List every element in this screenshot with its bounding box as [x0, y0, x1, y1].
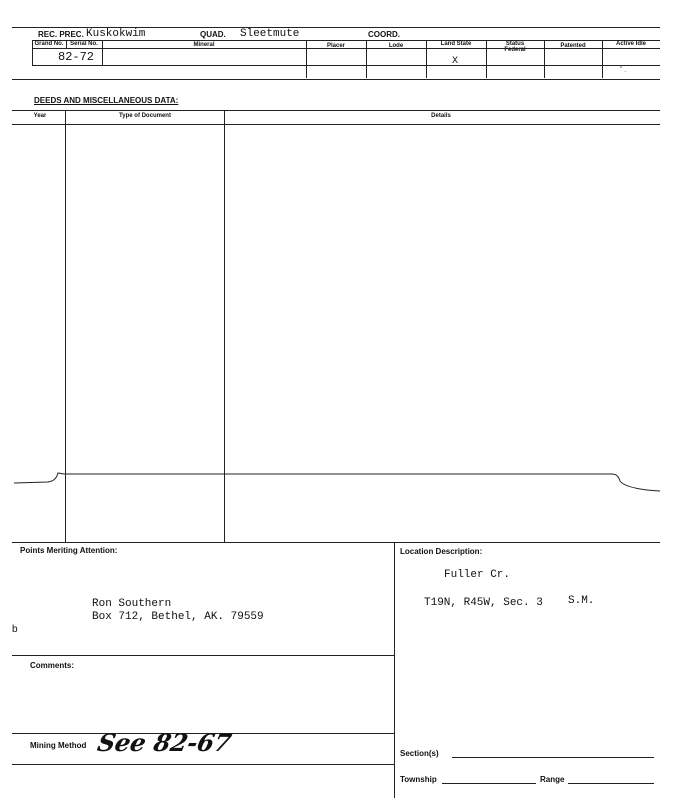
points-meriting-attention-label: Points Meriting Attention: — [20, 546, 118, 555]
col-serial-no: Serial No. — [70, 41, 98, 47]
margin-mark: b — [12, 624, 18, 635]
small-tick-mark: ˚ . — [620, 67, 627, 74]
range-fill-line — [568, 783, 654, 784]
col-land-state: Land State — [440, 41, 472, 47]
points-line-1: Ron Southern — [92, 598, 172, 610]
claim-row-rule — [32, 65, 660, 66]
col-details: Details — [431, 113, 451, 119]
col-mineral: Mineral — [193, 42, 215, 48]
points-line-2: Box 712, Bethel, AK. 79559 — [92, 611, 264, 623]
claim-col-line — [426, 40, 427, 78]
points-location-divider — [394, 542, 395, 798]
land-state-mark: X — [452, 56, 459, 67]
col-grand-no: Grand No. — [34, 41, 64, 47]
township-label: Township — [400, 775, 437, 784]
comments-top-rule — [12, 655, 394, 656]
deeds-top-rule — [12, 110, 660, 111]
coord-label: COORD. — [368, 30, 400, 39]
col-status-federal: Status Federal — [504, 41, 526, 53]
col-placer: Placer — [326, 43, 345, 49]
col-year: Year — [33, 113, 47, 119]
section-label: Section(s) — [400, 749, 439, 758]
quad-value: Sleetmute — [240, 28, 300, 40]
serial-number-value: 82-72 — [58, 50, 95, 64]
section-fill-line — [452, 757, 654, 758]
claim-col-line — [602, 40, 603, 78]
deeds-header-rule — [12, 124, 660, 125]
col-type-of-document: Type of Document — [119, 113, 171, 119]
quad-label: QUAD. — [200, 30, 226, 39]
col-patented: Patented — [560, 43, 586, 49]
header-rule — [32, 40, 660, 41]
rec-prec-value: Kuskokwim — [86, 28, 146, 40]
rec-prec-label: REC. PREC. — [38, 30, 84, 39]
col-lode: Lode — [388, 43, 404, 49]
points-top-rule — [12, 542, 660, 543]
mining-method-label: Mining Method — [30, 741, 87, 750]
deeds-section-title: DEEDS AND MISCELLANEOUS DATA: — [34, 96, 179, 105]
claim-col-line — [486, 40, 487, 78]
page-fold-line — [0, 465, 678, 495]
comments-label: Comments: — [30, 661, 75, 670]
mining-method-handwritten: See 82-67 — [94, 728, 235, 757]
location-meridian: S.M. — [568, 595, 595, 607]
location-line-2: T19N, R45W, Sec. 3 — [424, 597, 543, 609]
col-active: Active Idle — [616, 41, 647, 47]
location-description-label: Location Description: — [400, 547, 483, 556]
claim-bottom-rule — [12, 79, 660, 80]
location-line-1: Fuller Cr. — [444, 569, 511, 581]
mining-bottom-rule — [12, 764, 394, 765]
range-label: Range — [540, 775, 565, 784]
township-fill-line — [442, 783, 536, 784]
